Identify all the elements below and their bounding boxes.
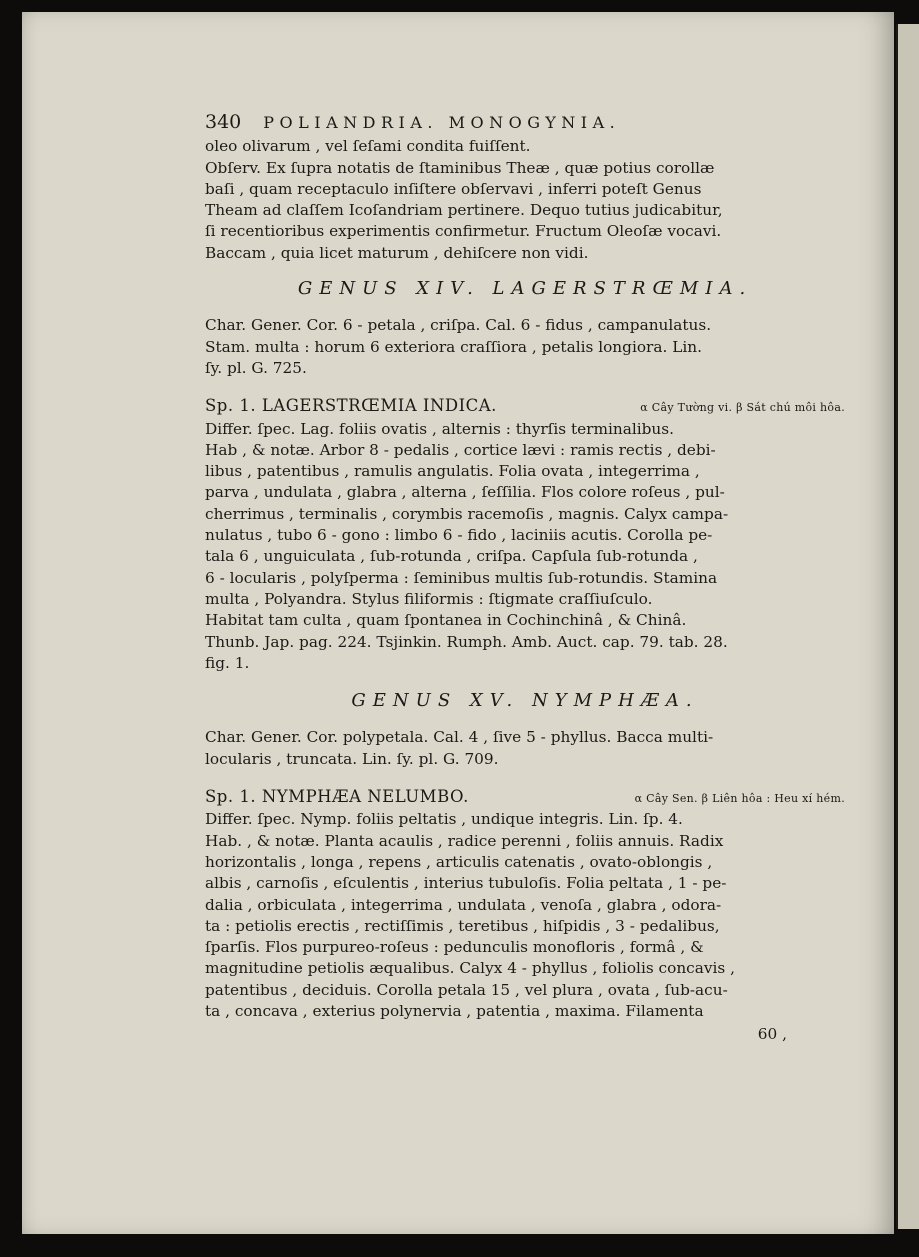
text-line: Stam. multa : horum 6 exteriora craſſiora , petalis longiora. Lin. bbox=[205, 337, 702, 356]
text-line: Baccam , quia licet maturum , dehiſcere non vidi. bbox=[205, 243, 589, 262]
text-line: Char. Gener. Cor. polypetala. Cal. 4 , ſive 5 - phyllus. Bacca multi- bbox=[205, 728, 714, 747]
text-line: Char. Gener. Cor. 6 - petala , criſpa. Cal. 6 - fidus , campanulatus. bbox=[205, 316, 712, 335]
page-header bbox=[205, 112, 845, 133]
text-line: fig. 1. bbox=[205, 653, 250, 672]
page-text bbox=[205, 112, 845, 1046]
genus-heading: GENUS XIV. LAGERSTRŒMIA. bbox=[297, 278, 753, 300]
text-line: magnitudine petiolis æqualibus. Calyx 4 - phyllus , foliolis concavis , bbox=[205, 959, 735, 978]
text-line: cherrimus , terminalis , corymbis racemoſis , magnis. Calyx campa- bbox=[205, 504, 729, 523]
text-line: Differ. ſpec. Lag. foliis ovatis , alternis : thyrſis terminalibus. bbox=[205, 419, 674, 438]
text-line: Habitat tam culta , quam ſpontanea in Cochinchinâ , & Chinâ. bbox=[205, 611, 687, 630]
text-line: 6 - locularis , polyſperma : ſeminibus multis ſub-rotundis. Stamina bbox=[205, 568, 718, 587]
text-line: libus , patentibus , ramulis angulatis. Folia ovata , integerrima , bbox=[205, 462, 700, 481]
text-line: ſi recentioribus experimentis confirmetur. Fructum Oleoſæ vocavi. bbox=[205, 222, 722, 241]
text-line: Obſerv. Ex ſupra notatis de ſtaminibus Theæ , quæ potius corollæ bbox=[205, 158, 715, 177]
species-name: Sp. 1. LAGERSTRŒMIA INDICA. bbox=[205, 396, 497, 416]
text-line: Thunb. Jap. pag. 224. Tsjinkin. Rumph. Amb. Auct. cap. 79. tab. 28. bbox=[205, 632, 728, 651]
vernacular-names: α Cây Tường vi. β Sát chú môi hôa. bbox=[640, 401, 845, 415]
next-page-edge bbox=[896, 24, 919, 1229]
observation-paragraph bbox=[205, 158, 845, 264]
text-line: tala 6 , unguiculata , ſub-rotunda , criſpa. Capſula ſub-rotunda , bbox=[205, 547, 698, 566]
text-line: multa , Polyandra. Stylus filiformis : ſtigmate craſſiuſculo. bbox=[205, 589, 653, 608]
text-line: patentibus , deciduis. Corolla petala 15 , vel plura , ovata , ſub-acu- bbox=[205, 980, 728, 999]
page-number: 340 bbox=[205, 111, 242, 133]
species-heading bbox=[205, 395, 845, 418]
text-line: nulatus , tubo 6 - gono : limbo 6 - fido , laciniis acutis. Corolla pe- bbox=[205, 526, 713, 545]
text-line: Hab , & notæ. Arbor 8 - pedalis , cortice lævi : ramis rectis , debi- bbox=[205, 440, 716, 459]
text-line: dalia , orbiculata , integerrima , undulata , venoſa , glabra , odora- bbox=[205, 895, 722, 914]
text-line: Hab. , & notæ. Planta acaulis , radice perenni , foliis annuis. Radix bbox=[205, 831, 724, 850]
differ-paragraph bbox=[205, 419, 845, 440]
differ-paragraph bbox=[205, 809, 845, 830]
text-line: ta : petiolis erectis , rectiſſimis , teretibus , hiſpidis , 3 - pedalibus, bbox=[205, 916, 720, 935]
reference-paragraph bbox=[205, 632, 845, 675]
catchword: 60 , bbox=[757, 1025, 787, 1044]
species-name: Sp. 1. NYMPHÆA NELUMBO. bbox=[205, 787, 469, 807]
habit-paragraph bbox=[205, 440, 845, 610]
text-line: ta , concava , exterius polynervia , patentia , maxima. Filamenta bbox=[205, 1001, 704, 1020]
habit-paragraph bbox=[205, 831, 845, 1023]
genus-heading: GENUS XV. NYMPHÆA. bbox=[351, 690, 699, 712]
text-line: baſi , quam receptaculo inſiſtere obſervavi , inferri poteſt Genus bbox=[205, 179, 702, 198]
text-line: locularis , truncata. Lin. ſy. pl. G. 709. bbox=[205, 749, 499, 768]
character-paragraph bbox=[205, 315, 845, 379]
character-paragraph bbox=[205, 727, 845, 770]
species-heading bbox=[205, 786, 845, 809]
text-line: horizontalis , longa , repens , articulis catenatis , ovato-oblongis , bbox=[205, 852, 713, 871]
text-line: ſy. pl. G. 725. bbox=[205, 358, 307, 377]
text-line: parva , undulata , glabra , alterna , ſeſſilia. Flos colore roſeus , pul- bbox=[205, 483, 725, 502]
text-line: ſparſis. Flos purpureo-roſeus : pedunculis monofloris , formâ , & bbox=[205, 938, 704, 957]
text-line: Theam ad claſſem Icoſandriam pertinere. Dequo tutius judicabitur, bbox=[205, 201, 723, 220]
text-line: albis , carnoſis , eſculentis , interius tubuloſis. Folia peltata , 1 - pe- bbox=[205, 874, 727, 893]
text-line: Differ. ſpec. Nymp. foliis peltatis , undique integris. Lin. ſp. 4. bbox=[205, 810, 683, 829]
text-line: oleo olivarum , vel ſeſami condita fuiſſent. bbox=[205, 137, 531, 156]
intro-paragraph bbox=[205, 136, 845, 157]
habitat-paragraph bbox=[205, 610, 845, 631]
vernacular-names: α Cây Sen. β Liên hôa : Heu xí hém. bbox=[634, 792, 845, 806]
running-head: POLIANDRIA. MONOGYNIA. bbox=[263, 113, 621, 132]
